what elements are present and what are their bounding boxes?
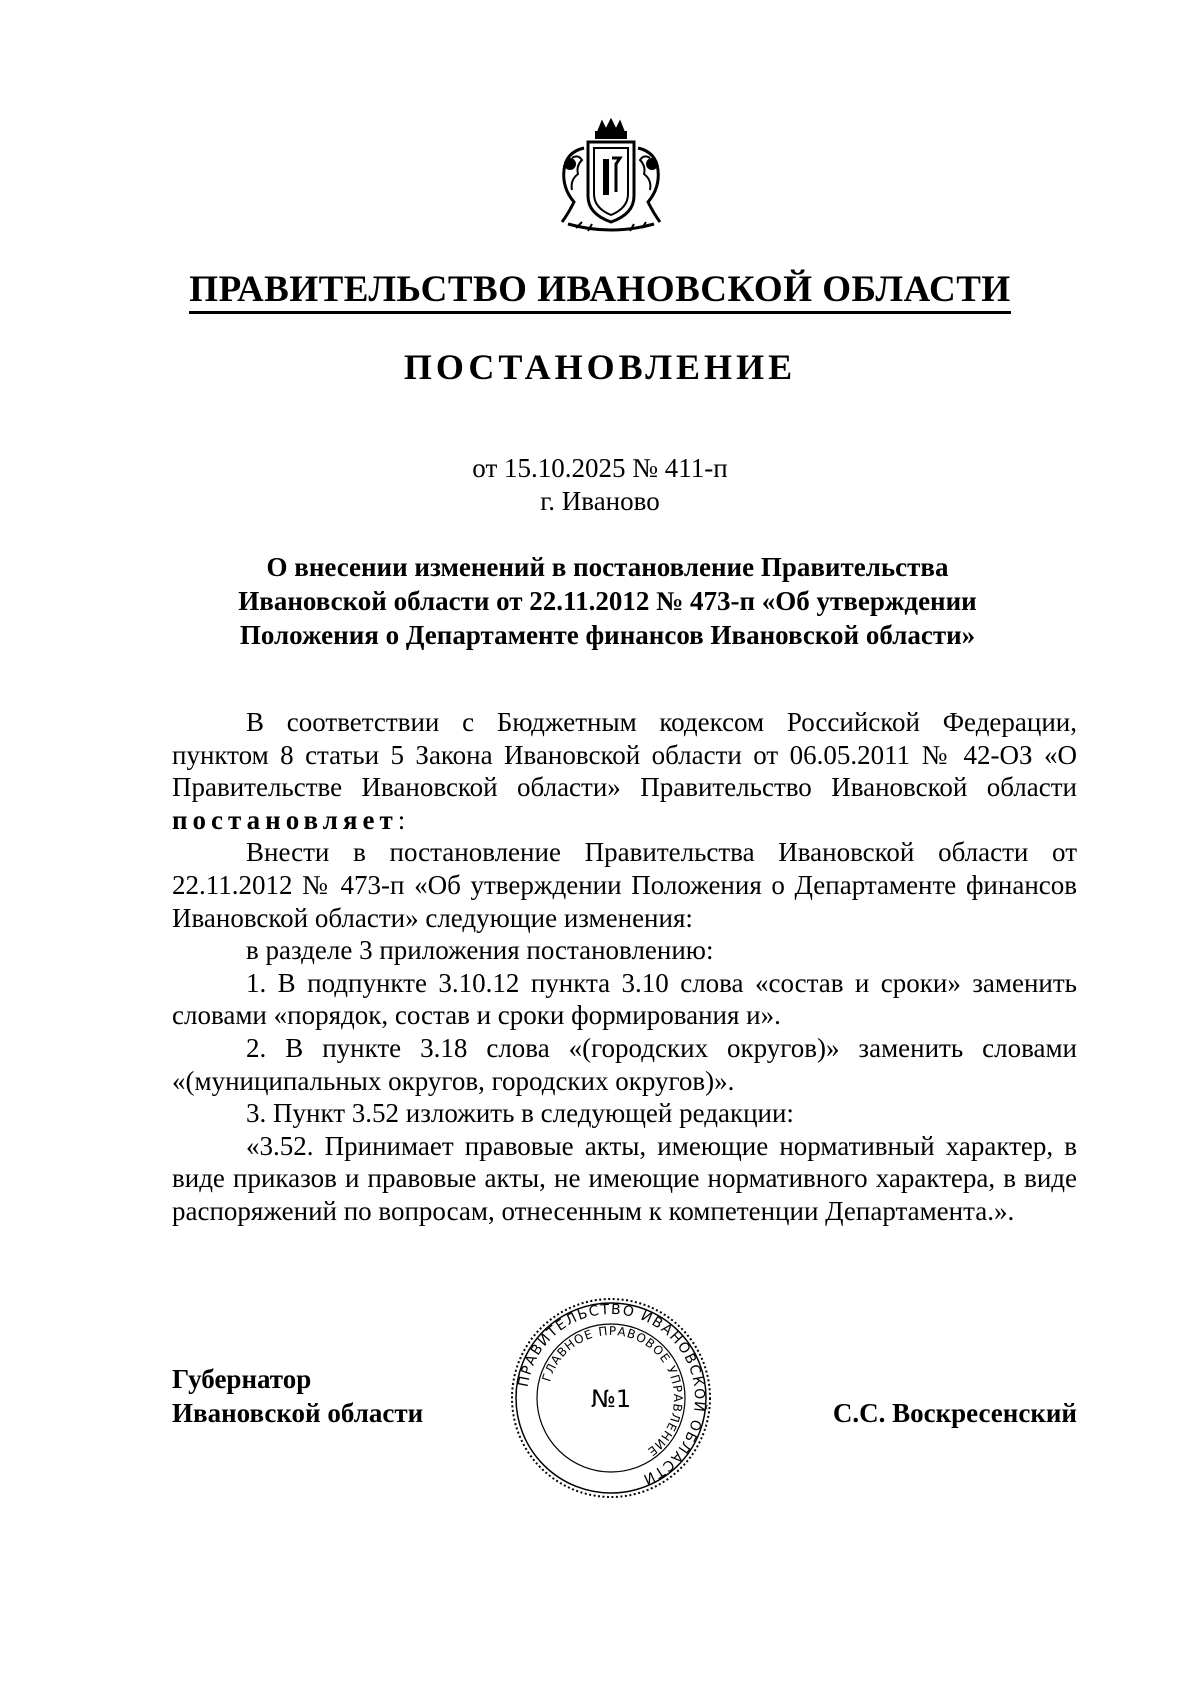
seal-inner-text: ГЛАВНОЕ ПРАВОВОЕ УПРАВЛЕНИЕ [539,1323,686,1460]
city: г. Иваново [540,486,660,516]
document-type: ПОСТАНОВЛЕНИЕ [403,347,797,387]
preamble-text: В соответствии с Бюджетным кодексом Российской Федерации, пунктом 8 статьи 5 Закона Ивановской области от 06.05.2011 № 42-ОЗ «О Правительстве Ивановской области» Правительство Ивановской области [172,707,1077,803]
resolves-word: постановляет [172,804,398,835]
signatory-name: С.С. Воскресенский [832,1398,1077,1428]
organization-title-text: ПРАВИТЕЛЬСТВО ИВАНОВСКОЙ ОБЛАСТИ [189,269,1010,314]
official-seal [508,1295,714,1501]
paragraph-item-3: 3. Пункт 3.52 изложить в следующей редакции: [246,1098,794,1129]
paragraph-item-2: 2. В пункте 3.18 слова «(городских округов)» заменить словами «(муниципальных округов, городских округов)». [172,1032,1077,1096]
document-body [172,706,1077,1228]
subject-line-3: Положения о Департаменте финансов Ивановской области» [239,620,976,650]
position-line-1: Губернатор [172,1364,312,1394]
seal-outer-text: ПРАВИТЕЛЬСТВО ИВАНОВСКОЙ ОБЛАСТИ [515,1301,708,1488]
coat-of-arms-icon [548,118,674,238]
preamble-tail: : [397,804,406,835]
paragraph-amend: Внести в постановление Правительства Ивановской области от 22.11.2012 № 473-п «Об утверждении Положения о Департаменте финансов Ивановской области» следующие изменения: [172,837,1077,933]
paragraph-preamble [172,706,1077,836]
document-subject [200,550,1015,652]
paragraph-item-3-text: «3.52. Принимает правовые акты, имеющие нормативный характер, в виде приказов и правовые акты, не имеющие нормативного характера, в виде распоряжений по вопросам, отнесенным к компетенции Департамента.». [172,1130,1077,1226]
seal-number: №1 [590,1385,632,1413]
date-number: от 15.10.2025 № 411-п [472,453,728,483]
subject-line-1: О внесении изменений в постановление Правительства [266,552,949,582]
document-meta [0,452,1200,518]
organization-title [0,268,1200,311]
position-line-2: Ивановской области [172,1398,424,1428]
subject-line-2: Ивановской области от 22.11.2012 № 473-п «Об утверждении [238,586,977,616]
signatory-position [172,1362,423,1430]
paragraph-item-1: 1. В подпункте 3.10.12 пункта 3.10 слова «состав и сроки» заменить словами «порядок, состав и сроки формирования и». [172,967,1077,1031]
paragraph-section: в разделе 3 приложения постановлению: [246,935,714,966]
